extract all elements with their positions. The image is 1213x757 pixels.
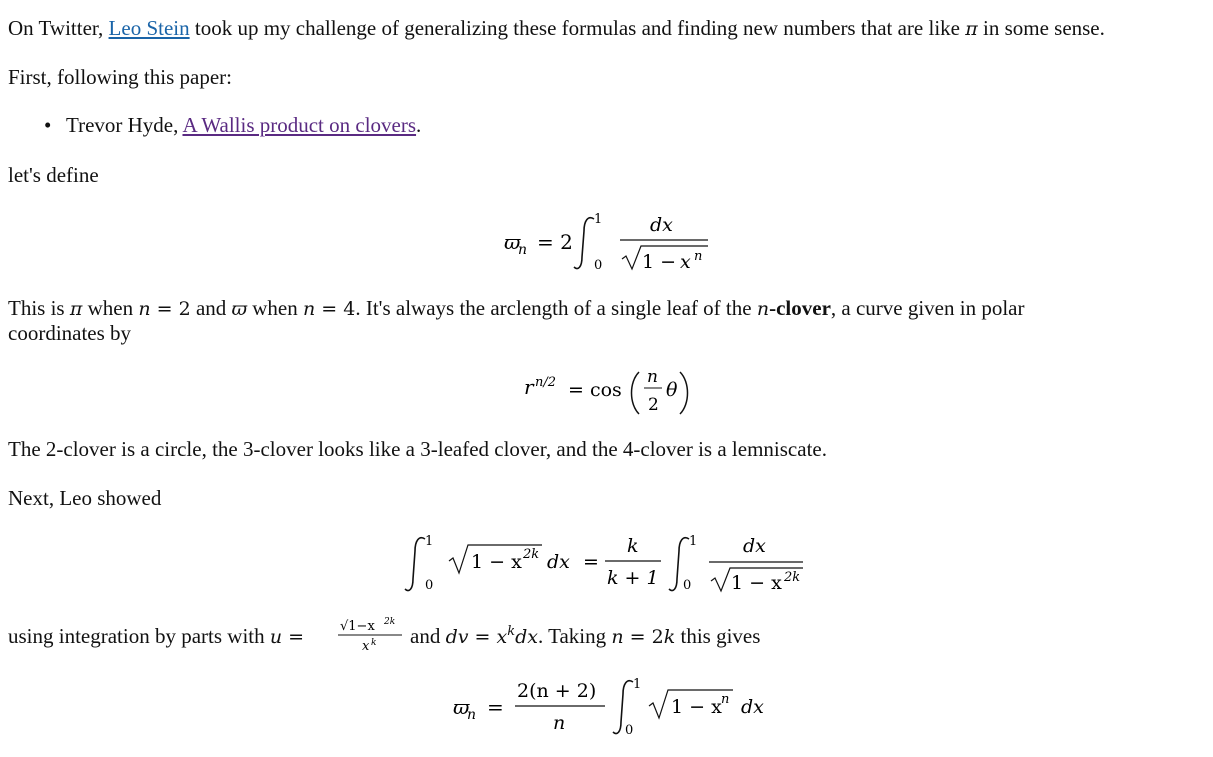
dx: dx (547, 551, 570, 573)
intro-paragraph (8, 16, 1213, 41)
integral-sign-left (405, 538, 425, 591)
equals: = (468, 626, 497, 648)
text: . (416, 113, 422, 137)
r-exponent: n/2 (535, 375, 557, 390)
text: . Taking (537, 624, 612, 648)
upper-limit-2: 1 (689, 534, 698, 549)
fraction-den: 2 (648, 395, 659, 415)
clover-shapes-paragraph: The 2-clover is a circle, the 3-clover looks like a 3-leafed clover, and the 4-clover is a lemniscate. (8, 437, 827, 461)
integration-identity-equation (405, 525, 815, 600)
text: when (82, 296, 139, 320)
numerator-dx: dx (650, 214, 673, 236)
ref-author: Trevor Hyde, (66, 113, 183, 137)
left-paren (632, 372, 640, 414)
u-frac-num: √1−x (340, 619, 375, 634)
var-n: n (756, 298, 770, 320)
radicand-2: 1 − x (731, 572, 782, 594)
lower-limit-2: 0 (683, 578, 692, 593)
equals: = (487, 695, 504, 719)
radicand-exponent-2: 2k (784, 570, 801, 585)
var-n: n (303, 298, 316, 320)
numerator: 2(n + 2) (517, 680, 597, 702)
equals-two: = 2 (623, 626, 664, 648)
equals-four: = 4 (315, 298, 356, 320)
radicand-exponent: 2k (523, 547, 540, 562)
var-n: n (611, 626, 624, 648)
var-n: n (138, 298, 151, 320)
theta: θ (666, 379, 678, 401)
right-paren (680, 372, 688, 414)
upper-limit: 1 (594, 212, 603, 227)
leo-stein-link[interactable]: Leo Stein (108, 16, 190, 40)
varpi-integral-equation (445, 672, 785, 747)
k-numerator: k (627, 535, 639, 557)
varpi-symbol: ϖ (453, 695, 470, 719)
integral-sign (574, 218, 594, 269)
text: This is (8, 296, 70, 320)
integration-parts-paragraph (8, 612, 908, 658)
text: took up my challenge of generalizing these formulas and finding new numbers that are like (189, 16, 966, 40)
var-k: k (663, 626, 676, 648)
radicand-exponent: n (721, 692, 730, 707)
fraction-num: n (647, 367, 658, 387)
k-denominator: k + 1 (607, 567, 659, 589)
radicand: 1 − x (471, 551, 522, 573)
var-dx: dx (515, 626, 538, 648)
define-paragraph: let's define (8, 163, 99, 187)
var-x: x (496, 626, 508, 648)
equals-cos: = cos (568, 379, 622, 401)
u-frac-den: x (362, 639, 370, 654)
text: , a curve given in polar (830, 296, 1025, 320)
u-frac-num-exp: 2k (384, 617, 396, 627)
text: coordinates by (8, 321, 132, 345)
text: in some sense. (977, 16, 1105, 40)
pi-symbol: π (69, 298, 83, 320)
var-dv: dv (445, 626, 469, 648)
radicand: 1 − x (671, 696, 722, 718)
equals: = (282, 626, 305, 648)
text-run-b (410, 624, 760, 649)
text: and (410, 624, 446, 648)
reference-list (40, 113, 421, 138)
pi-symbol: π (965, 18, 978, 40)
upper-limit: 1 (633, 677, 642, 692)
r-variable: r (524, 375, 534, 399)
denominator-x: x (680, 251, 691, 273)
subscript-n: n (518, 242, 528, 258)
equals-two: = 2 (150, 298, 191, 320)
text: and (190, 296, 232, 320)
wallis-product-link[interactable]: A Wallis product on clovers (182, 113, 417, 137)
exp-k: k (507, 624, 516, 639)
var-u: u (269, 626, 283, 648)
text: when (247, 296, 304, 320)
lower-limit: 0 (425, 578, 434, 593)
numerator-dx: dx (743, 535, 766, 557)
denominator-exponent: n (694, 249, 703, 264)
lower-limit: 0 (594, 258, 603, 273)
text: On Twitter, (8, 16, 109, 40)
following-paper-paragraph: First, following this paper: (8, 65, 232, 89)
lower-limit: 0 (625, 723, 634, 738)
clover-term: -clover (769, 296, 831, 320)
text-run-a (8, 624, 304, 649)
clover-paragraph (8, 296, 1168, 345)
text: using integration by parts with (8, 624, 270, 648)
u-fraction (338, 612, 406, 658)
reference-item (40, 113, 421, 138)
varpi-definition-equation (496, 205, 726, 275)
denominator-text: 1 − (642, 251, 677, 273)
dx: dx (741, 696, 764, 718)
equals: = (583, 551, 599, 573)
u-frac-den-exp: k (371, 638, 377, 648)
varpi-symbol: ϖ (504, 230, 521, 254)
varpi-symbol: ϖ (231, 298, 248, 320)
text: this gives (675, 624, 761, 648)
denominator: n (553, 712, 566, 734)
leo-showed-paragraph: Next, Leo showed (8, 486, 162, 510)
upper-limit: 1 (425, 534, 434, 549)
polar-curve-equation (520, 360, 700, 420)
text: . It's always the arclength of a single leaf of the (355, 296, 757, 320)
subscript-n: n (467, 707, 477, 723)
equals-two: = 2 (537, 230, 573, 254)
